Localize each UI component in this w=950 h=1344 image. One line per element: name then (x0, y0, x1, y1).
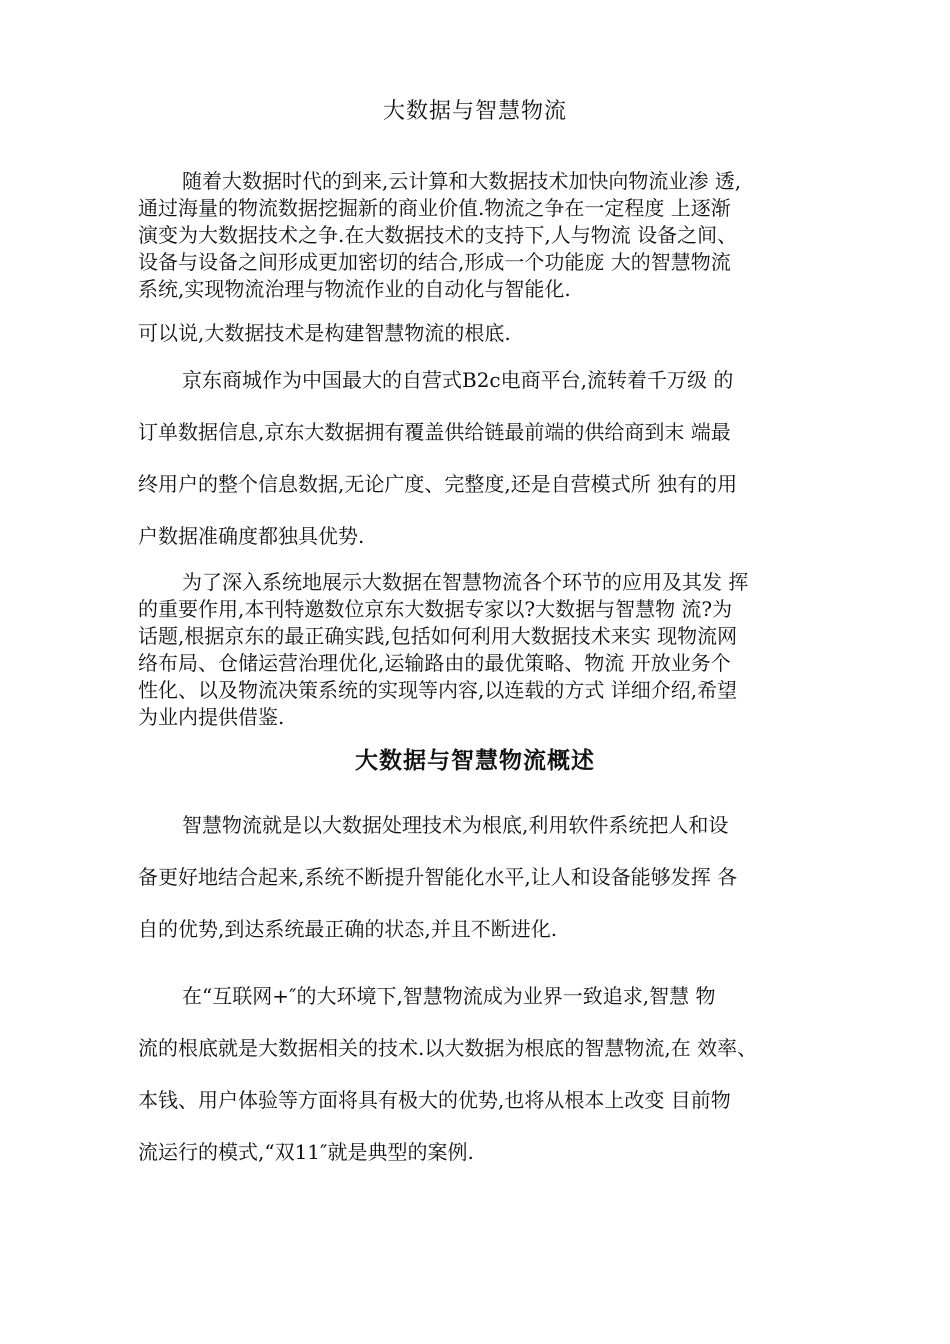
paragraph-5 (138, 805, 838, 961)
paragraph-line: 通过海量的物流数据挖掘新的商业价值.物流之争在一定程度 上逐渐 (138, 196, 731, 220)
paragraph-line: 订单数据信息,京东大数据拥有覆盖供给链最前端的供给商到末 端最 (138, 420, 731, 444)
paragraph-line: 为业内提供借鉴. (138, 705, 285, 729)
paragraph-line: 智慧物流就是以大数据处理技术为根底,利用软件系统把人和设 (182, 813, 729, 837)
paragraph-3 (138, 360, 838, 568)
paragraph-line: 系统,实现物流治理与物流作业的自动化与智能化. (138, 277, 571, 301)
paragraph-1 (138, 168, 838, 303)
paragraph-line: 本钱、用户体验等方面将具有极大的优势,也将从根本上改变 目前物 (138, 1088, 731, 1112)
paragraph-line: 备更好地结合起来,系统不断提升智能化水平,让人和设备能够发挥 各 (138, 865, 738, 889)
document-title: 大数据与智慧物流 (382, 99, 567, 124)
paragraph-line: 设备与设备之间形成更加密切的结合,形成一个功能庞 大的智慧物流 (138, 250, 731, 274)
section-heading: 大数据与智慧物流概述 (355, 748, 595, 774)
paragraph-line: 流的根底就是大数据相关的技术.以大数据为根底的智慧物流,在 效率、 (138, 1036, 758, 1060)
paragraph-4 (138, 569, 838, 731)
paragraph-line: 为了深入系统地展示大数据在智慧物流各个环节的应用及其发 挥 (182, 570, 749, 594)
paragraph-6 (138, 976, 838, 1184)
paragraph-line: 演变为大数据技术之争.在大数据技术的支持下,人与物流 设备之间、 (138, 223, 738, 247)
paragraph-line: 性化、以及物流决策系统的实现等内容,以连载的方式 详细介绍,希望 (138, 678, 738, 702)
paragraph-line: 自的优势,到达系统最正确的状态,并且不断进化. (138, 917, 558, 941)
paragraph-line: 话题,根据京东的最正确实践,包括如何利用大数据技术来实 现物流网 (138, 624, 738, 648)
paragraph-line: 终用户的整个信息数据,无论广度、完整度,还是自营模式所 独有的用 (138, 472, 738, 496)
paragraph-line: 京东商城作为中国最大的自营式B2c电商平台,流转着千万级 的 (182, 368, 734, 392)
paragraph-line: 流运行的模式,“双11″就是典型的案例. (138, 1140, 474, 1164)
paragraph-line: 可以说,大数据技术是构建智慧物流的根底. (138, 321, 511, 345)
paragraph-2 (138, 320, 838, 347)
paragraph-line: 络布局、仓储运营治理优化,运输路由的最优策略、物流 开放业务个 (138, 651, 731, 675)
paragraph-line: 随着大数据时代的到来,云计算和大数据技术加快向物流业渗 透, (182, 169, 742, 193)
paragraph-line: 户数据准确度都独具优势. (138, 524, 365, 548)
paragraph-line: 在“互联网+″的大环境下,智慧物流成为业界一致追求,智慧 物 (182, 984, 716, 1008)
paragraph-line: 的重要作用,本刊特邀数位京东大数据专家以?大数据与智慧物 流?为 (138, 597, 733, 621)
